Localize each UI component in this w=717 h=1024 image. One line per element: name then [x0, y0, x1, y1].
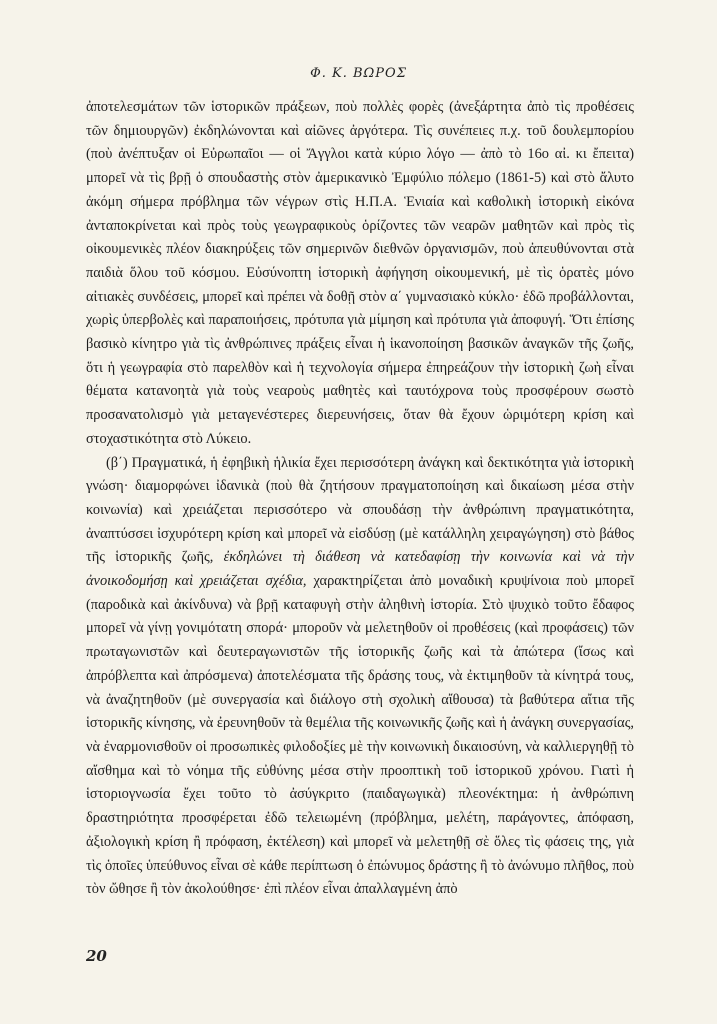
- page-number: 20: [86, 947, 107, 965]
- paragraph-2-part-1: (β΄) Πραγματικά, ἡ ἐφηβικὴ ἡλικία ἔχει περισσότερη ἀνάγκη καὶ δεκτικότητα γιὰ ἱστορικὴ γνώση· διαμορφώνει ἰδανικὰ (ποὺ θὰ ζητήσουν πραγματοποίηση καὶ δικαίωση μέσα στὴν κοινωνία) καὶ χρειάζεται περισσότερο νὰ σπουδάσῃ τὴν ἀνθρώπινη πραγματικότητα, ἀναπτύσσει ἰσχυρότερη κρίση καὶ μπορεῖ νὰ εἰσδύσῃ (μὲ κατάλληλη χειραγώγηση) στὸ βάθος τῆς ἱστορικῆς ζωῆς,: [86, 454, 634, 566]
- paragraph-1: ἀποτελεσμάτων τῶν ἱστορικῶν πράξεων, ποὺ πολλὲς φορὲς (ἀνεξάρτητα ἀπὸ τὶς προθέσεις τῶν δημιουργῶν) ἐκδηλώνονται καὶ αἰῶνες ἀργότερα. Τὶς συνέπειες π.χ. τοῦ δουλεμπορίου (ποὺ ἀνέπτυξαν οἱ Εὐρωπαῖοι — οἱ Ἄγγλοι κατὰ κύριο λόγο — ἀπὸ τὸ 16ο αἰ. κι ἔπειτα) μπορεῖ νὰ τὶς βρῇ ὁ σπουδαστὴς στὸν ἀμερικανικὸ Ἐμφύλιο πόλεμο (1861-5) καὶ στὸ ἄλυτο ἀκόμη σήμερα πρόβλημα τῶν νέγρων στὶς Η.Π.Α. Ἑνιαία καὶ καθολικὴ ἱστορικὴ εἰκόνα ἀνταποκρίνεται καὶ πρὸς τοὺς γεωγραφικοὺς ὁρίζοντες τῶν νεαρῶν μαθητῶν καὶ πρὸς τὶς οἰκουμενικὲς πλέον διακηρύξεις τῶν σημερινῶν διεθνῶν ὀργανισμῶν, ποὺ ἀπευθύνονται στὰ παιδιὰ ὅλου τοῦ κόσμου. Εὐσύνοπτη ἱστορικὴ ἀφήγηση οἰκουμενική, μὲ τὶς ὁρατὲς μόνο αἰτιακὲς συνδέσεις, μπορεῖ καὶ πρέπει νὰ δοθῇ στὸν α΄ γυμνασιακὸ κύκλο· ἐδῶ προβάλλονται, χωρὶς ὑπερβολὲς καὶ παραποιήσεις, πρότυπα γιὰ μίμηση καὶ πρότυπα γιὰ ἀποφυγή. Ὅτι ἐπίσης βασικὸ κίνητρο γιὰ τὶς ἀνθρώπινες πράξεις εἶναι ἡ ἱκανοποίηση βασικῶν ἀναγκῶν τῆς ζωῆς, ὅτι ἡ γεωγραφία στὸ παρελθὸν καὶ ἡ τεχνολογία σήμερα ἐπηρεάζουν τὴν ἱστορικὴ ζωὴ εἶναι θέματα κατανοητὰ γιὰ τοὺς νεαροὺς μαθητὲς καὶ ταυτόχρονα τοὺς προσφέρουν σωστὸ προσανατολισμὸ γιὰ μεταγενέστερες διερευνήσεις, ὅταν θὰ ἔχουν ὡριμότερη κρίση καὶ στοχαστικότητα στὸ Λύκειο.: [86, 99, 634, 447]
- paragraph-2-emphasis: ἐκδηλώνει τὴ διάθεση νὰ κατεδαφίσῃ τὴν κοινωνία καὶ νὰ τὴν ἀνοικοδομήσῃ καὶ χρειάζεται σχέδια,: [86, 549, 634, 590]
- paragraph-2: [86, 452, 634, 902]
- body-text: [86, 96, 634, 902]
- running-head: Φ. Κ. ΒΩΡΟΣ: [310, 66, 407, 81]
- paragraph-2-part-2: χαρακτηρίζεται ἀπὸ μοναδικὴ κρυψίνοια ποὺ μπορεῖ (παροδικὰ καὶ ἀκίνδυνα) νὰ βρῇ καταφυγὴ στὴν ἀληθινὴ ἱστορία. Στὸ ψυχικὸ τοῦτο ἔδαφος μπορεῖ νὰ γίνῃ γονιμότατη σπορά· μποροῦν νὰ μελετηθοῦν οἱ προθέσεις (καὶ προφάσεις) τῶν πρωταγωνιστῶν καὶ δευτεραγωνιστῶν τῆς ἱστορικῆς ζωῆς καὶ τὰ ἀπώτερα (ἴσως καὶ ἀπρόβλεπτα καὶ ἀπρόσμενα) ἀποτελέσματα τῆς δράσης τους, νὰ ἐκτιμηθοῦν τὰ κίνητρά τους, νὰ ἀναζητηθοῦν (μὲ συνεργασία καὶ διάλογο στὴ σχολικὴ αἴθουσα) τὰ βαθύτερα αἴτια τῆς ἱστορικῆς κίνησης, νὰ ἐρευνηθοῦν τὰ θεμέλια τῆς κοινωνικῆς ζωῆς καὶ ἡ ἀνάγκη συνεργασίας, νὰ ἐναρμονισθοῦν οἱ προσωπικὲς φιλοδοξίες μὲ τὴν κοινωνικὴ δικαιοσύνη, νὰ καλλιεργηθῇ τὸ αἴσθημα καὶ τὸ νόημα τῆς εὐθύνης μέσα στὴν προοπτικὴ τοῦ ἱστορικοῦ χρόνου. Γιατὶ ἡ ἱστοριογνωσία ἔχει τοῦτο τὸ ἀσύγκριτο (παιδαγωγικὰ) πλεονέκτημα: ἡ ἀνθρώπινη δραστηριότητα προσφέρεται ἐδῶ τελειωμένη (πρόβλημα, μελέτη, παράγοντες, ἀπόφαση, ἀξιολογικὴ κρίση ἢ πρόφαση, ἐκτέλεση) καὶ μπορεῖ νὰ μελετηθῇ σὲ ὅλες τὶς φάσεις της, γιὰ τὶς ὁποῖες ὑπεύθυνος εἶναι σὲ κάθε περίπτωση ὁ ἐπώνυμος δράστης ἢ τὸ ἀνώνυμο πλῆθος, ποὺ τὸν ὤθησε ἢ τὸν ἀκολούθησε· ἐπὶ πλέον εἶναι ἀπαλλαγμένη ἀπὸ: [86, 573, 634, 898]
